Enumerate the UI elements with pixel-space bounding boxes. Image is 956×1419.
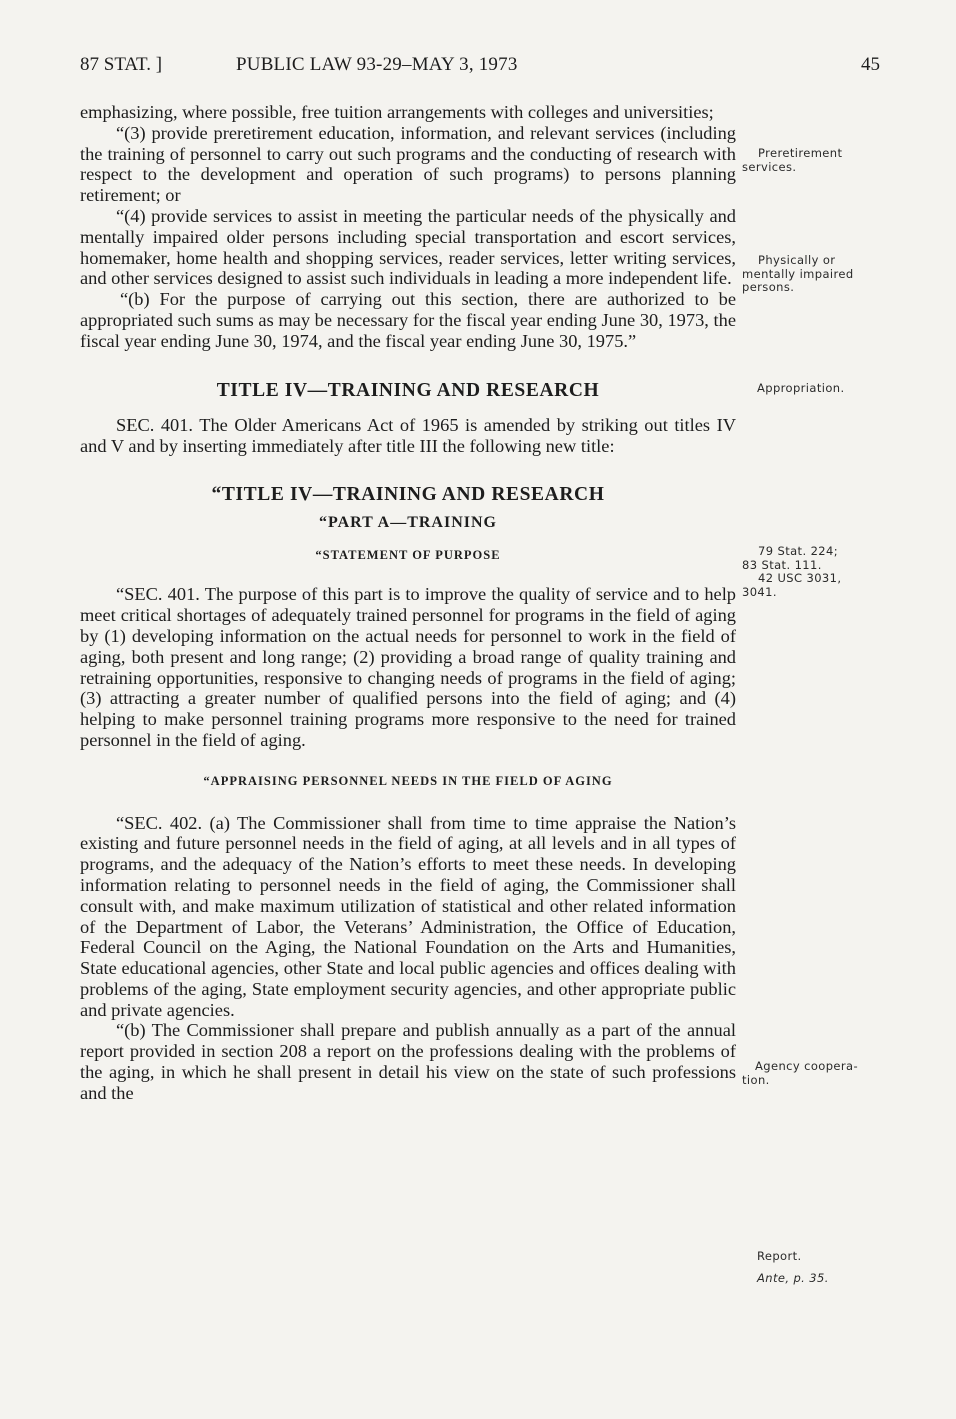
appraising-heading: “APPRAISING PERSONNEL NEEDS IN THE FIELD OF AGING [203, 773, 613, 788]
title-heading: TITLE IV—TRAINING AND RESEARCH [216, 379, 600, 401]
main-text [80, 102, 736, 1104]
paragraph [80, 813, 736, 1021]
margin-note-report: Report. [757, 1249, 802, 1263]
section-text: The purpose of this part is to improve the quality of service and to help meet critical shortages of adequately trained personnel for programs in the field of aging by (1) developing information on the actual needs for personnel to work in the field of aging, both present and long range; (2) providing a broad range of quality training and retraining opportunities, responsive to changing needs of programs in the field of aging; (3) attracting a greater number of qualified persons into the field of aging; and (4) helping to make personnel training programs more responsive to the need for trained personnel in the field of aging. [80, 584, 737, 750]
page-header [80, 54, 880, 84]
section-label: SEC. 401. [116, 415, 194, 436]
margin-note-physically-impaired: Physically or mentally impaired persons. [742, 253, 854, 294]
statute-reference: 87 STAT. ] [80, 54, 163, 75]
paragraph [80, 415, 736, 457]
margin-note-agency-cooperation: Agency coopera- tion. [742, 1059, 859, 1087]
section-text: (a) The Commissioner shall from time to time appraise the Nation’s existing and future personnel needs in the field of aging, at all levels and in all types of programs, and the adequacy of the Nation’s efforts to meet these needs. In developing information relating to personnel needs in the field of aging, the Commissioner shall consult with, and make maximum utilization of statistical and other related information of the Department of Labor, the Veterans’ Administration, the Office of Education, Federal Council on the Aging, the National Foundation on the Arts and Humanities, State educational agencies, other State and local public agencies and offices dealing with problems of the aging, State employment security agencies, and other appropriate public and private agencies. [80, 812, 736, 1020]
margin-note-preretirement: Preretirement services. [742, 146, 843, 174]
inserted-title-heading: “TITLE IV—TRAINING AND RESEARCH [211, 483, 605, 505]
paragraph [80, 584, 736, 750]
part-heading: “PART A—TRAINING [319, 513, 497, 531]
margin-note-appropriation: Appropriation. [757, 381, 845, 395]
paragraph: “(4) provide services to assist in meeting the particular needs of the physically and mentally impaired older persons including special transportation and escort services, homemaker, home health and shopping services, reader services, letter writing services, and other services designed to assist such individuals in leading a more independent life. [80, 205, 736, 289]
page-number: 45 [861, 54, 880, 75]
paragraph: emphasizing, where possible, free tuition arrangements with colleges and universities; [80, 102, 714, 122]
section-text: The Older Americans Act of 1965 is amended by striking out titles IV and V and by inserting immediately after title III the following new title: [80, 415, 736, 457]
paragraph: “(b) The Commissioner shall prepare and publish annually as a part of the annual report provided in section 208 a report on the professions dealing with the problems of the aging, in which he shall present in detail his view on the state of such professions and the [80, 1020, 736, 1103]
margin-note-citation: 79 Stat. 224; 83 Stat. 111. 42 USC 3031, 3041. [742, 544, 842, 599]
paragraph: “(3) provide preretirement education, information, and relevant services (including the training of personnel to carry out such programs and the conducting of research with respect to the development and operation of such programs) to persons planning retirement; or [80, 122, 736, 206]
section-label: “SEC. 401. [116, 584, 200, 605]
margin-note-ante: Ante, p. 35. [757, 1271, 829, 1285]
paragraph: “(b) For the purpose of carrying out this section, there are authorized to be appropriated such sums as may be necessary for the fiscal year ending June 30, 1973, the fiscal year ending June 30, 1974, and the fiscal year ending June 30, 1975.” [80, 289, 736, 351]
section-label: “SEC. 402. [116, 812, 203, 833]
statement-heading: “STATEMENT OF PURPOSE [315, 547, 501, 562]
law-title: PUBLIC LAW 93-29–MAY 3, 1973 [236, 54, 518, 75]
